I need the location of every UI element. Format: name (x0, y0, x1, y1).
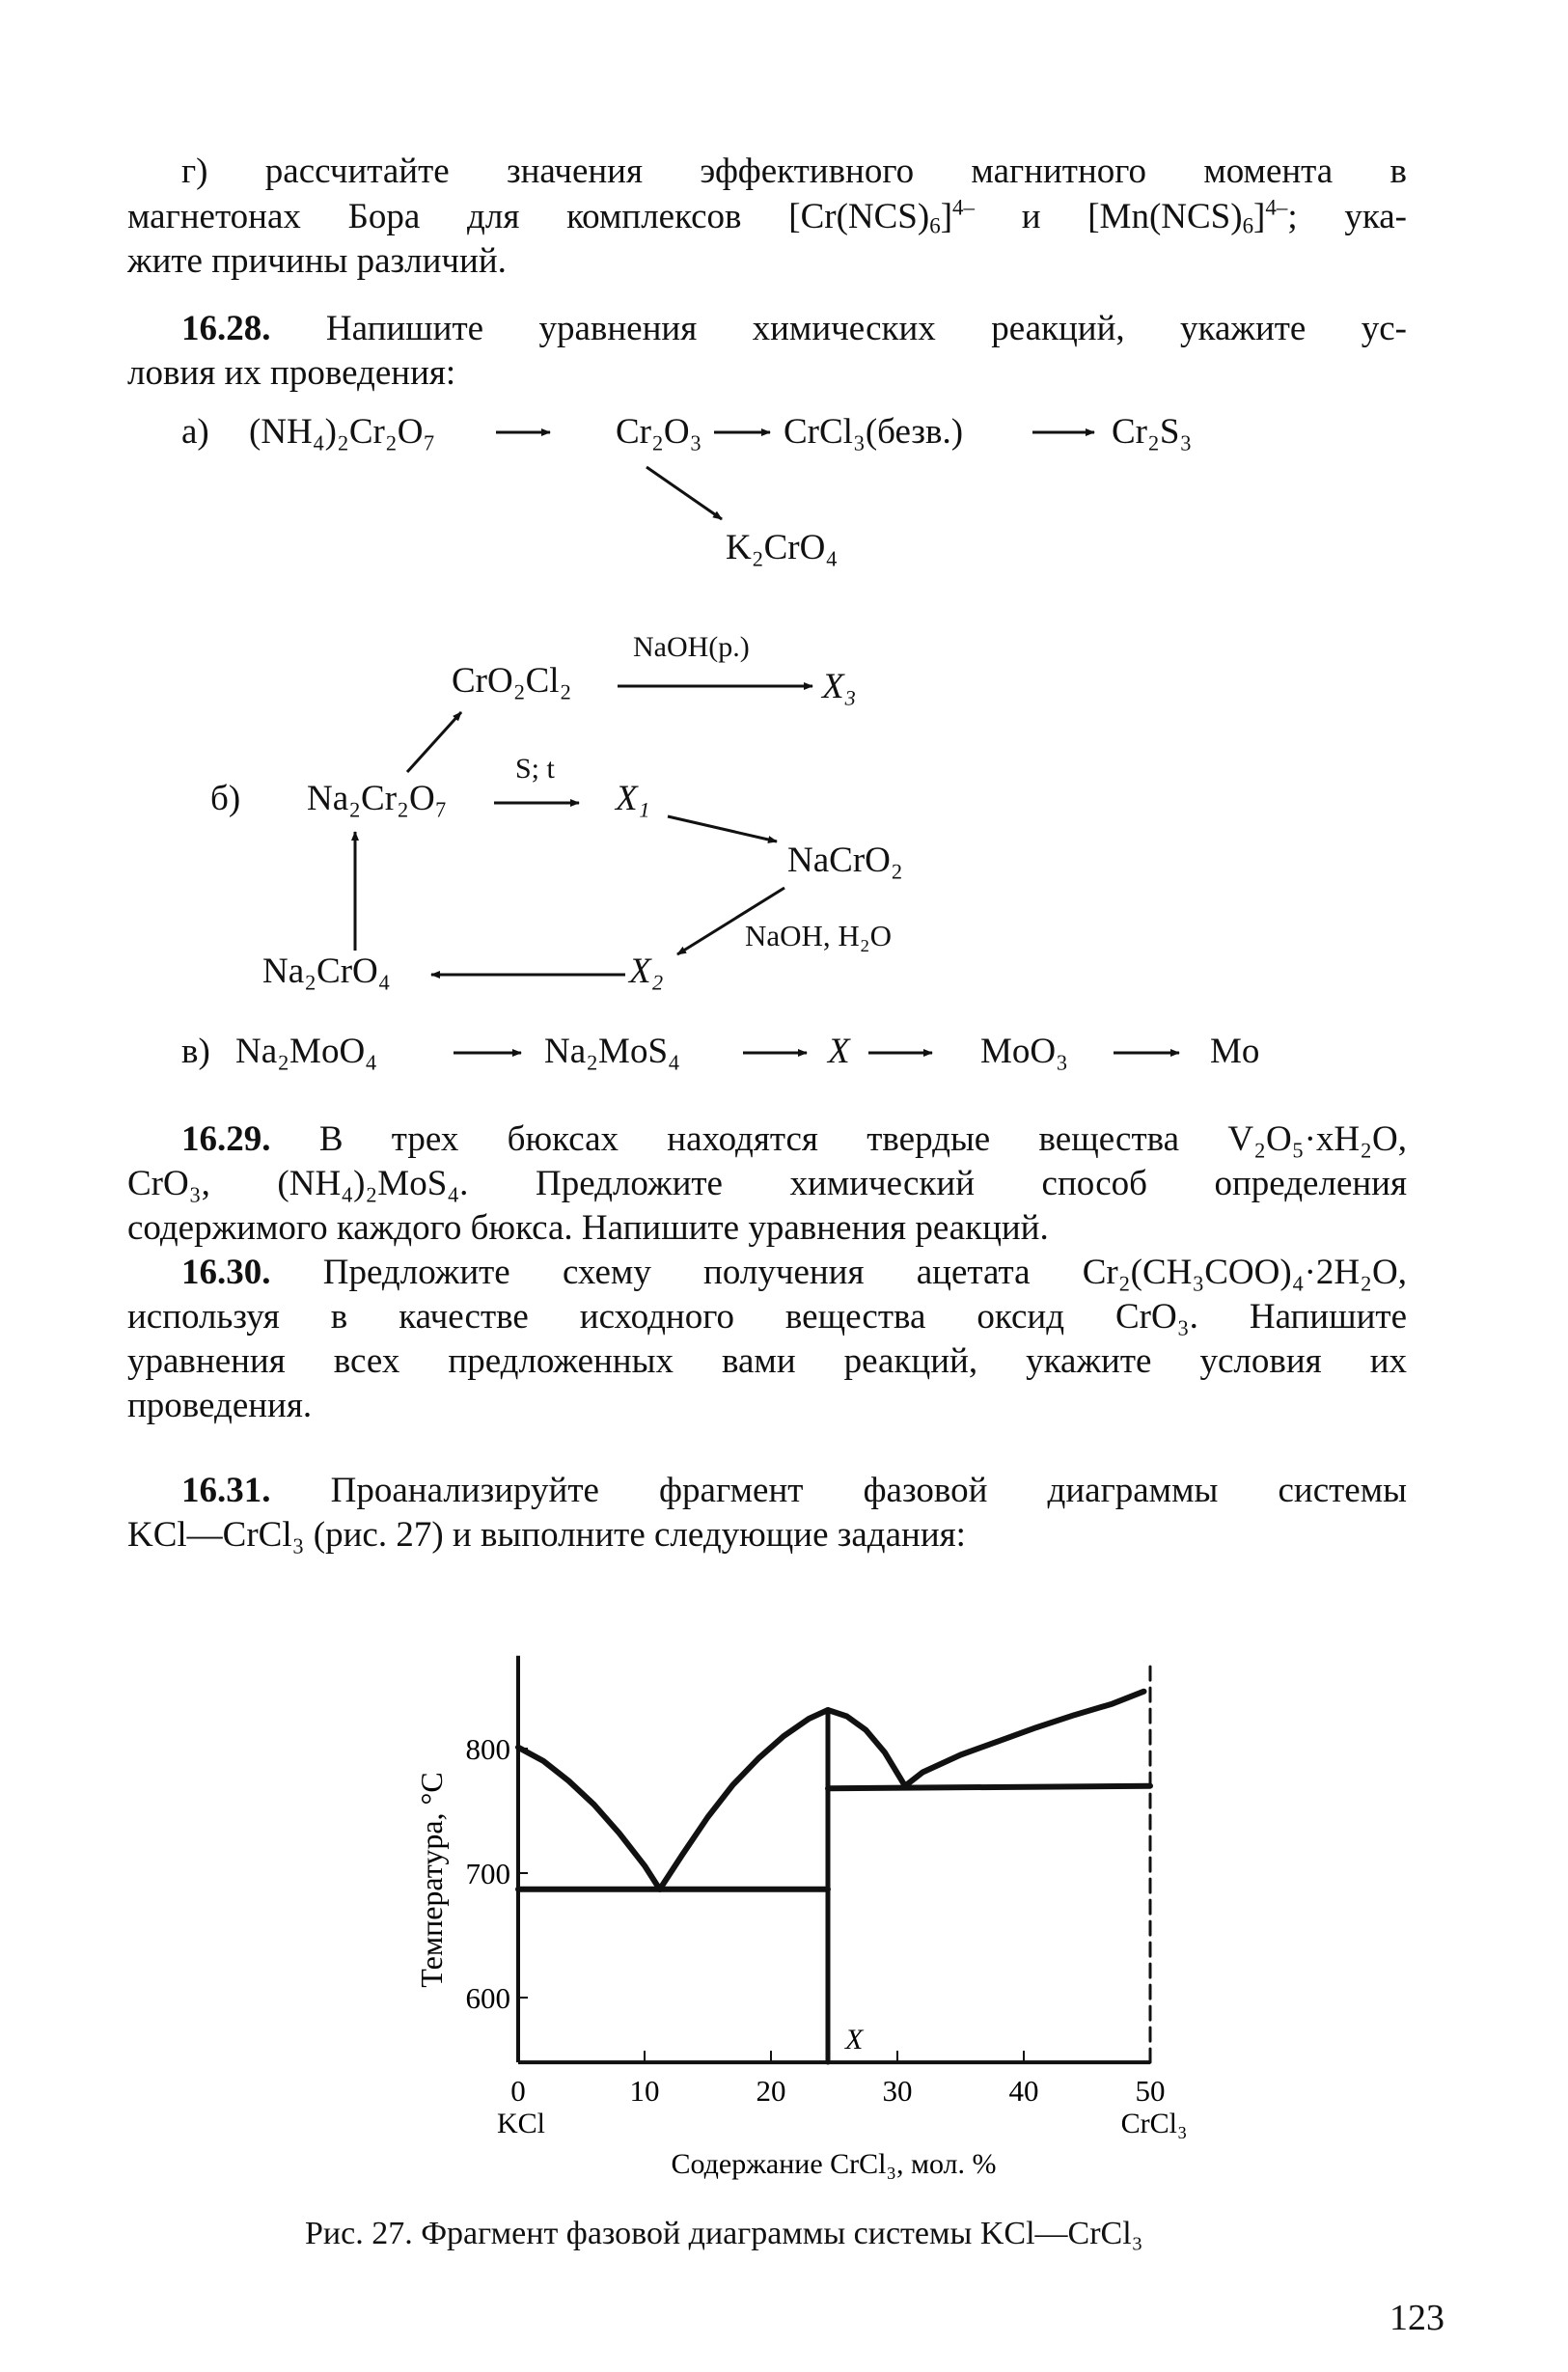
text-fragment: и [Mn(NCS) (974, 197, 1243, 236)
task-number: 16.29. (181, 1119, 271, 1159)
subscript: 6 (1242, 213, 1254, 238)
task-16-30-line-3: уравнения всех предложенных вами реакций, укажите условия их (127, 1341, 1407, 1381)
scheme-v-species-1: Na₂MoO₄ (235, 1032, 378, 1071)
scheme-v-species-2: Na₂MoS₄ (544, 1032, 680, 1071)
scheme-a-species-4: Cr₂S₃ (1112, 412, 1193, 452)
task-number: 16.30. (181, 1253, 271, 1292)
scheme-b-naoh-condition: NaOH(р.) (633, 631, 750, 663)
arrow-icon (407, 712, 461, 772)
task-16-28-line-2: ловия их проведения: (127, 353, 456, 393)
scheme-b-x3: X₃ (822, 667, 857, 706)
task-16-29-line-1 (127, 1117, 1407, 1162)
scheme-b-na2cr2o7: Na₂Cr₂O₇ (307, 779, 448, 818)
task-16-31-line-2: KCl—CrCl₃ (рис. 27) и выполните следующие задания: (127, 1515, 966, 1555)
text-fragment: ; ука- (1287, 197, 1407, 236)
task-16-31-line-1 (127, 1469, 1407, 1513)
task-text: Предложите схему получения ацетата Cr₂(CH₃COO)₄·2H₂O, (322, 1253, 1408, 1292)
superscript: 4– (1265, 195, 1288, 220)
superscript: 4– (952, 195, 975, 220)
arrow-icon (668, 816, 777, 841)
scheme-b-s-t-condition: S; t (515, 753, 555, 785)
scheme-a-species-3: CrCl₃(безв.) (784, 412, 964, 452)
task-16-29-line-3: содержимого каждого бюкса. Напишите уравнения реакций. (127, 1208, 1049, 1248)
scheme-v-species-3: X (828, 1032, 850, 1071)
arrow-icon (646, 467, 722, 519)
task-text: Проанализируйте фрагмент фазовой диаграммы системы (330, 1471, 1408, 1510)
scheme-b-na2cro4: Na₂CrO₄ (262, 952, 391, 991)
x-tick-label: 20 (756, 2074, 786, 2109)
series-liquidus-KCl (518, 1748, 660, 1889)
task-16-30-line-1 (127, 1251, 1407, 1295)
paragraph-g-line-3: жите причины различий. (127, 241, 507, 281)
x-tick-label: 30 (882, 2074, 913, 2109)
x-axis-label: Содержание CrCl₃, мол. % (671, 2148, 997, 2180)
y-tick-label: 800 (465, 1732, 510, 1766)
paragraph-g-line-1: г) рассчитайте значения эффективного магнитного момента в (181, 152, 1407, 191)
x-tick-label: 10 (629, 2074, 660, 2109)
x-tick-label: 40 (1008, 2074, 1039, 2109)
x-end-label-kcl: KCl (496, 2108, 546, 2139)
task-number: 16.28. (181, 309, 271, 348)
scheme-v-label: в) (181, 1032, 210, 1071)
y-tick-label: 600 (465, 1981, 510, 2015)
scheme-b-nacro2: NaCrO₂ (787, 841, 903, 880)
text-fragment: ] (1253, 197, 1266, 236)
scheme-v-species-4: MoO₃ (980, 1032, 1069, 1071)
scheme-b-x2: X₂ (629, 952, 664, 991)
x-end-label-crcl3: CrCl₃ (1120, 2108, 1188, 2139)
phase-diagram (0, 1621, 1568, 2220)
y-tick-label: 700 (465, 1857, 510, 1890)
scheme-b-cro2cl2: CrO₂Cl₂ (452, 661, 572, 701)
scheme-a-species-2: Cr₂O₃ (616, 412, 702, 452)
x-tick-label: 50 (1135, 2074, 1166, 2109)
series-liquidus-compound-left (660, 1710, 828, 1889)
text-fragment: ] (940, 197, 953, 236)
task-number: 16.31. (181, 1471, 271, 1510)
y-axis-label: Температура, °С (414, 1772, 449, 1988)
task-text: Напишите уравнения химических реакций, укажите ус- (325, 309, 1407, 348)
figure-caption: Рис. 27. Фрагмент фазовой диаграммы системы KCl—CrCl₃ (305, 2216, 1143, 2251)
x-tick-label: 0 (510, 2074, 526, 2109)
scheme-v-species-5: Mo (1210, 1032, 1260, 1071)
scheme-a-species-5: K₂CrO₄ (726, 528, 839, 567)
text-fragment: магнетонах Бора для комплексов [Cr(NCS) (127, 197, 930, 236)
scheme-a-species-1: (NH₄)₂Cr₂O₇ (249, 412, 436, 452)
series-eutectic-2 (828, 1786, 1150, 1789)
scheme-b-naoh-h2o-condition: NaOH, H₂O (745, 919, 893, 952)
scheme-b-label: б) (210, 779, 241, 818)
scheme-b-x1: X₁ (616, 779, 650, 818)
series-liquidus-compound-right (828, 1710, 905, 1786)
task-16-30-line-2: используя в качестве исходного вещества оксид CrO₃. Напишите (127, 1297, 1407, 1337)
subscript: 6 (929, 213, 941, 238)
task-16-29-line-2: CrO₃, (NH₄)₂MoS₄. Предложите химический способ определения (127, 1164, 1407, 1203)
task-16-30-line-4: проведения. (127, 1386, 313, 1425)
series-liquidus-CrCl3 (905, 1692, 1144, 1786)
scheme-a-label: а) (181, 412, 209, 452)
page-number: 123 (1389, 2298, 1444, 2338)
compound-x-label: X (845, 2024, 864, 2055)
task-text: В трех бюксах находятся твердые вещества V₂O₅·xH₂O, (318, 1119, 1408, 1159)
